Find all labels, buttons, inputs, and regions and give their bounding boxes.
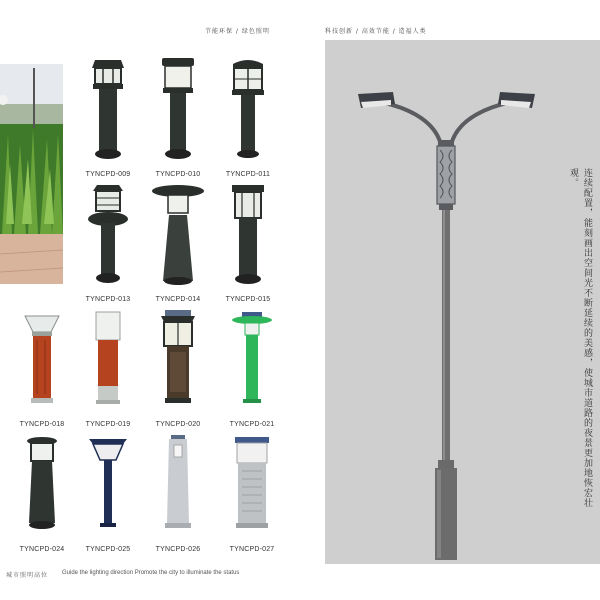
lawn-lamp-image: [145, 431, 211, 539]
product-card: [219, 306, 285, 428]
product-card: [9, 431, 75, 553]
header-left: 节能环保 / 绿色照明: [205, 28, 270, 35]
footer-left: 城市照明高位: [6, 573, 49, 579]
product-code: TYNCPD-009: [85, 171, 131, 178]
product-card: [145, 56, 211, 178]
product-card: [75, 431, 141, 553]
product-code: TYNCPD-021: [229, 421, 275, 428]
product-code: TYNCPD-020: [155, 421, 201, 428]
product-card: [145, 181, 211, 303]
description-column-2: 观。: [568, 168, 578, 188]
product-card: [75, 181, 141, 303]
product-card: [145, 431, 211, 553]
lawn-lamp-image: [215, 181, 281, 289]
footer-right: Guide the lighting direction Promote the city to illuminate the status: [62, 570, 240, 576]
header-right: 科技创新 / 高效节能 / 造福人类: [325, 28, 427, 35]
lawn-lamp-image: [75, 181, 141, 289]
product-card: [215, 56, 281, 178]
street-lamp-image: [355, 90, 545, 560]
lawn-lamp-image: [215, 56, 281, 164]
product-code: TYNCPD-019: [85, 421, 131, 428]
product-code: TYNCPD-013: [85, 296, 131, 303]
product-card: [145, 306, 211, 428]
product-code: TYNCPD-015: [225, 296, 271, 303]
lawn-lamp-image: [219, 306, 285, 414]
product-code: TYNCPD-011: [225, 171, 271, 178]
lawn-lamp-image: [9, 306, 75, 414]
product-card: [215, 181, 281, 303]
product-card: [219, 431, 285, 553]
lawn-lamp-image: [145, 181, 211, 289]
description-column-1: 连续配置，能刻画出空间光不断延续的美感，使城市道路的夜景更加地恢宏壮: [582, 168, 592, 508]
lawn-lamp-image: [75, 431, 141, 539]
product-code: TYNCPD-024: [19, 546, 65, 553]
lawn-lamp-image: [9, 431, 75, 539]
product-code: TYNCPD-025: [85, 546, 131, 553]
lawn-lamp-image: [219, 431, 285, 539]
product-card: [9, 306, 75, 428]
product-code: TYNCPD-018: [19, 421, 65, 428]
lawn-lamp-image: [145, 306, 211, 414]
product-code: TYNCPD-027: [229, 546, 275, 553]
product-code: TYNCPD-026: [155, 546, 201, 553]
lawn-lamp-image: [75, 306, 141, 414]
product-card: [75, 56, 141, 178]
lawn-lamp-image: [75, 56, 141, 164]
lawn-lamp-image: [145, 56, 211, 164]
garden-photo: [0, 64, 63, 284]
product-card: [75, 306, 141, 428]
product-code: TYNCPD-014: [155, 296, 201, 303]
product-code: TYNCPD-010: [155, 171, 201, 178]
